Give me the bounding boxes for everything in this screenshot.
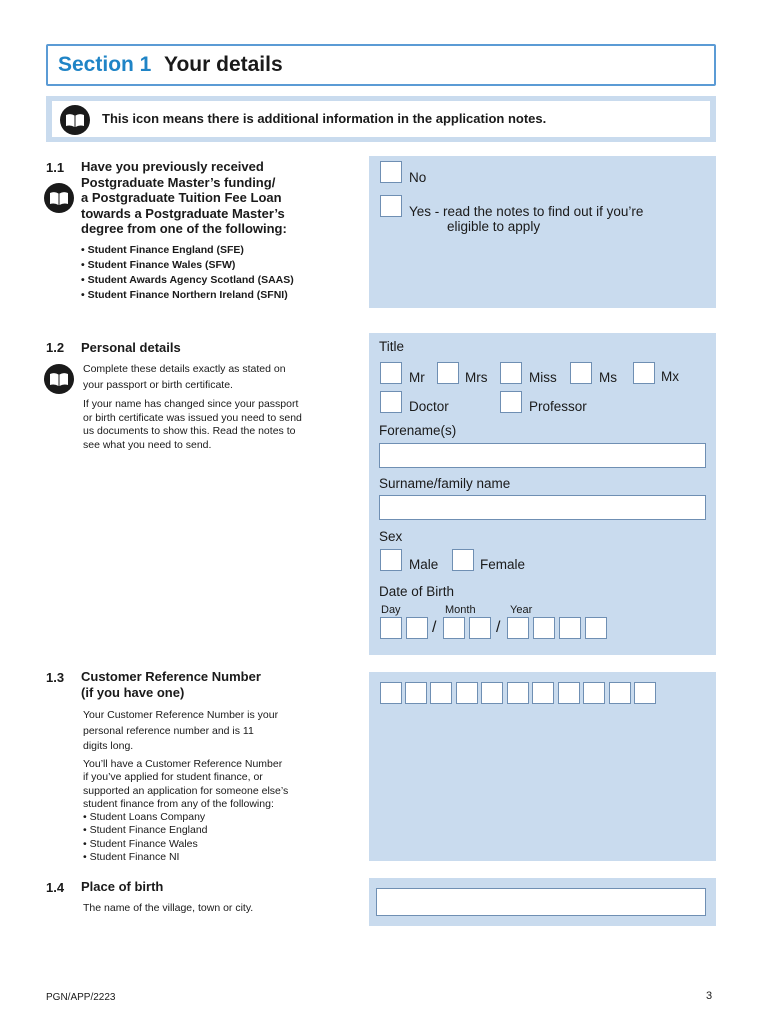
section-title: Your details <box>164 53 283 76</box>
crn-digit[interactable] <box>507 682 529 704</box>
crn-digit[interactable] <box>634 682 656 704</box>
section-number: Section 1 <box>58 53 152 76</box>
q1-panel <box>369 156 716 308</box>
forename-input[interactable] <box>379 443 706 468</box>
q3-heading <box>81 669 261 700</box>
dob-separator: / <box>432 619 437 636</box>
title-ms-checkbox[interactable] <box>570 362 592 384</box>
q3-number: 1.3 <box>46 670 65 685</box>
place-of-birth-input[interactable] <box>376 888 706 916</box>
list-item: • Student Finance England (SFE) <box>81 244 244 256</box>
no-checkbox[interactable] <box>380 161 402 183</box>
text-line: your passport or birth certificate. <box>83 378 233 391</box>
q1-bullets <box>81 243 294 303</box>
dob-day-digit[interactable] <box>406 617 428 639</box>
text-line: if you’ve applied for student finance, or <box>83 771 263 784</box>
surname-input[interactable] <box>379 495 706 520</box>
title-mx-checkbox[interactable] <box>633 362 655 384</box>
sex-female-checkbox[interactable] <box>452 549 474 571</box>
book-icon <box>44 183 74 213</box>
no-label: No <box>409 170 427 185</box>
info-note: This icon means there is additional information in the application notes. <box>102 111 547 126</box>
crn-digit[interactable] <box>558 682 580 704</box>
q3-para2 <box>83 758 288 864</box>
crn-digit[interactable] <box>532 682 554 704</box>
list-item: • Student Awards Agency Scotland (SAAS) <box>81 274 294 286</box>
text-line: personal reference number and is 11 <box>83 724 254 737</box>
title-professor-label: Professor <box>529 399 587 414</box>
yes-label: Yes - read the notes to find out if you’re <box>409 204 644 219</box>
q1-heading <box>81 159 287 237</box>
title-doctor-checkbox[interactable] <box>380 391 402 413</box>
crn-digit[interactable] <box>481 682 503 704</box>
q1-heading-line: a Postgraduate Tuition Fee Loan <box>81 190 282 205</box>
form-code: PGN/APP/2223 <box>46 992 116 1003</box>
sex-female-label: Female <box>480 557 526 572</box>
title-mrs-checkbox[interactable] <box>437 362 459 384</box>
title-mr-checkbox[interactable] <box>380 362 402 384</box>
dob-month-digit[interactable] <box>469 617 491 639</box>
title-mx-label: Mx <box>661 369 679 384</box>
dob-year-digit[interactable] <box>585 617 607 639</box>
text-line: If your name has changed since your passport <box>83 398 299 410</box>
page-number: 3 <box>706 990 713 1002</box>
title-label: Title <box>379 339 405 354</box>
list-item: • Student Finance England <box>83 824 208 837</box>
info-bar <box>46 96 716 142</box>
dob-year-digit[interactable] <box>559 617 581 639</box>
dob-year-digit[interactable] <box>507 617 529 639</box>
q2-note2 <box>83 398 302 452</box>
crn-digit[interactable] <box>430 682 452 704</box>
list-item: • Student Finance NI <box>83 851 180 864</box>
q3-panel <box>369 672 716 861</box>
title-doctor-label: Doctor <box>409 399 449 414</box>
q2-note1 <box>83 362 286 393</box>
q3-heading-line: Customer Reference Number <box>81 669 261 684</box>
dob-year-label: Year <box>510 604 533 616</box>
text-line: Complete these details exactly as stated on <box>83 363 286 375</box>
book-icon <box>60 105 90 135</box>
yes-checkbox[interactable] <box>380 195 402 217</box>
q1-heading-line: Have you previously received <box>81 159 264 174</box>
text-line: or birth certificate was issued you need to send <box>83 411 302 424</box>
title-ms-label: Ms <box>599 370 617 385</box>
sex-male-label: Male <box>409 557 439 572</box>
text-line: us documents to show this. Read the notes to <box>83 425 296 437</box>
text-line: digits long. <box>83 740 134 752</box>
q1-heading-line: towards a Postgraduate Master’s <box>81 205 285 221</box>
text-line: student finance from any of the following: <box>83 797 274 810</box>
sex-male-checkbox[interactable] <box>380 549 402 571</box>
yes-label-cont: eligible to apply <box>447 219 541 234</box>
q4-note: The name of the village, town or city. <box>83 902 254 914</box>
title-mr-label: Mr <box>409 370 425 385</box>
list-item: • Student Loans Company <box>83 811 206 824</box>
q2-number: 1.2 <box>46 340 65 355</box>
dob-separator: / <box>496 619 501 636</box>
q1-number: 1.1 <box>46 160 65 175</box>
q2-panel <box>369 333 716 655</box>
title-professor-checkbox[interactable] <box>500 391 522 413</box>
dob-month-label: Month <box>445 604 476 616</box>
title-miss-label: Miss <box>529 370 557 385</box>
list-item: • Student Finance Northern Ireland (SFNI) <box>81 289 288 301</box>
book-icon <box>44 364 74 394</box>
forename-label: Forename(s) <box>379 423 457 438</box>
crn-digit[interactable] <box>583 682 605 704</box>
sex-label: Sex <box>379 529 403 544</box>
list-item: • Student Finance Wales <box>83 837 198 850</box>
title-miss-checkbox[interactable] <box>500 362 522 384</box>
q1-heading-line: degree from one of the following: <box>81 221 287 236</box>
dob-year-digit[interactable] <box>533 617 555 639</box>
q2-heading: Personal details <box>81 340 181 355</box>
text-line: Your Customer Reference Number is your <box>83 709 279 721</box>
crn-digit[interactable] <box>456 682 478 704</box>
text-line: supported an application for someone else’s <box>83 784 289 797</box>
text-line: You’ll have a Customer Reference Number <box>83 758 283 770</box>
list-item: • Student Finance Wales (SFW) <box>81 259 236 271</box>
dob-day-digit[interactable] <box>380 617 402 639</box>
dob-label: Date of Birth <box>379 584 455 599</box>
q3-heading-line: (if you have one) <box>81 684 185 700</box>
q4-heading: Place of birth <box>81 879 164 894</box>
section-header <box>46 44 716 86</box>
q1-heading-line: Postgraduate Master’s funding/ <box>81 174 276 190</box>
q4-panel <box>369 878 716 926</box>
surname-label: Surname/family name <box>379 476 511 491</box>
q4-number: 1.4 <box>46 880 65 895</box>
title-mrs-label: Mrs <box>465 370 488 385</box>
dob-day-label: Day <box>381 604 401 616</box>
q3-para1 <box>83 708 278 755</box>
text-line: see what you need to send. <box>83 438 212 451</box>
crn-digit[interactable] <box>380 682 402 704</box>
crn-digit[interactable] <box>609 682 631 704</box>
crn-digit[interactable] <box>405 682 427 704</box>
dob-month-digit[interactable] <box>443 617 465 639</box>
